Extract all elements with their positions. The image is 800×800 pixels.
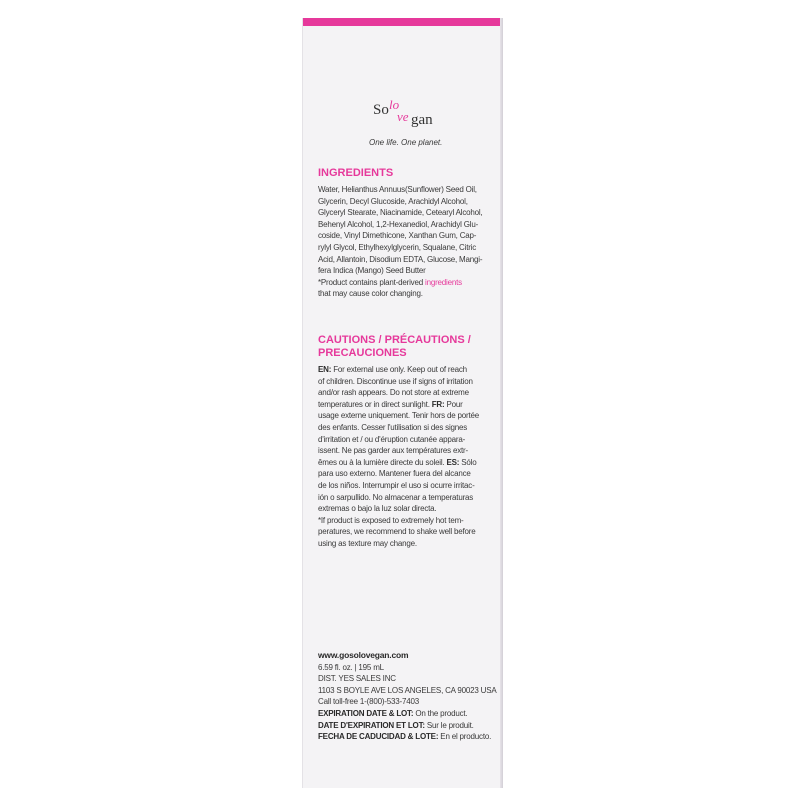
cautions-text bbox=[318, 364, 501, 550]
distributor: DIST. YES SALES INC bbox=[318, 674, 396, 684]
cautions-line: des enfants. Cesser l'utilisation si des signes bbox=[318, 422, 468, 432]
ingredients-note-highlight: ingredients bbox=[425, 277, 462, 287]
logo-lo: lo bbox=[389, 97, 400, 112]
pink-top-stripe bbox=[303, 18, 502, 26]
cautions-line-text: êmes ou à la lumière directe du soleil. bbox=[318, 457, 447, 467]
cautions-line: ión o sarpullido. No almacenar a temperaturas bbox=[318, 492, 474, 502]
ingredients-line: Glycerin, Decyl Glucoside, Arachidyl Alcohol, bbox=[318, 196, 468, 206]
expiration-fr-label: DATE D'EXPIRATION ET LOT: bbox=[318, 720, 425, 730]
cautions-line: issent. Ne pas garder aux températures extr- bbox=[318, 446, 468, 456]
ingredients-line: coside, Vinyl Dimethicone, Xanthan Gum, Cap- bbox=[318, 231, 477, 241]
expiration-es-text: En el producto. bbox=[438, 732, 492, 742]
address: 1103 S BOYLE AVE LOS ANGELES, CA 90023 USA bbox=[318, 685, 497, 695]
phone: Call toll-free 1-(800)-533-7403 bbox=[318, 697, 419, 707]
cautions-heading-line: CAUTIONS / PRÉCAUTIONS / bbox=[318, 334, 471, 346]
product-box-side-panel bbox=[302, 18, 503, 788]
ingredients-line: rylyl Glycol, Ethylhexylglycerin, Squalane, Citric bbox=[318, 242, 477, 252]
cautions-line: de los niños. Interrumpir el uso si ocurre irritac- bbox=[318, 480, 475, 490]
logo-so: So bbox=[373, 102, 389, 118]
ingredients-line: Acid, Allantoin, Disodium EDTA, Glucose, Mangi- bbox=[318, 254, 483, 264]
cautions-line: *If product is exposed to extremely hot tem- bbox=[318, 515, 464, 525]
cautions-heading-line: PRECAUCIONES bbox=[318, 347, 407, 359]
ingredients-heading: INGREDIENTS bbox=[318, 167, 394, 179]
expiration-fr bbox=[318, 720, 501, 732]
ingredients-line: Water, Helianthus Annuus(Sunflower) Seed Oil, bbox=[318, 185, 477, 194]
cautions-line: peratures, we recommend to shake well before bbox=[318, 527, 476, 537]
logo-gan: gan bbox=[411, 112, 433, 128]
footer-info bbox=[318, 650, 501, 743]
cautions-line: using as texture may change. bbox=[318, 538, 417, 548]
cautions-line: usage externe uniquement. Tenir hors de portée bbox=[318, 411, 479, 421]
logo-ve: ve bbox=[397, 109, 409, 124]
cautions-line: and/or rash appears. Do not store at extreme bbox=[318, 388, 469, 398]
expiration-en bbox=[318, 708, 501, 720]
cautions-line: d'irritation et / ou d'éruption cutanée appara- bbox=[318, 434, 466, 444]
expiration-es-label: FECHA DE CADUCIDAD & LOTE: bbox=[318, 732, 439, 742]
cautions-line bbox=[318, 364, 501, 376]
cautions-line-text: Sólo bbox=[459, 457, 477, 467]
ingredients-line: fera Indica (Mango) Seed Butter bbox=[318, 266, 426, 276]
expiration-es bbox=[318, 731, 501, 743]
website-url: www.gosolovegan.com bbox=[318, 650, 409, 660]
cautions-line: para uso externo. Mantener fuera del alcance bbox=[318, 469, 471, 479]
cautions-line bbox=[318, 457, 501, 469]
cautions-line: of children. Discontinue use if signs of irritation bbox=[318, 376, 473, 386]
expiration-en-text: On the product. bbox=[413, 708, 468, 718]
lang-label-es: ES: bbox=[446, 457, 460, 467]
lang-label-en: EN: bbox=[318, 365, 332, 374]
volume: 6.59 fl. oz. | 195 mL bbox=[318, 662, 384, 672]
cautions-line-text: For external use only. Keep out of reach bbox=[331, 365, 467, 374]
ingredients-note bbox=[318, 277, 501, 289]
cautions-line-text: temperatures or in direct sunlight. bbox=[318, 399, 432, 409]
ingredients-list bbox=[318, 184, 501, 300]
ingredients-note: that may cause color changing. bbox=[318, 289, 423, 299]
cautions-line bbox=[318, 399, 501, 411]
expiration-fr-text: Sur le produit. bbox=[424, 720, 474, 730]
ingredients-line: Behenyl Alcohol, 1,2-Hexanediol, Arachidyl Glu- bbox=[318, 219, 479, 229]
brand-tagline: One life. One planet. bbox=[369, 138, 443, 147]
ingredients-line: Glyceryl Stearate, Niacinamide, Cetearyl Alcohol, bbox=[318, 208, 483, 218]
ingredients-note-text: *Product contains plant-derived bbox=[318, 277, 425, 287]
cautions-line: extremas o bajo la luz solar directa. bbox=[318, 504, 437, 514]
expiration-en-label: EXPIRATION DATE & LOT: bbox=[318, 708, 414, 718]
lang-label-fr: FR: bbox=[431, 399, 445, 409]
cautions-line-text: Pour bbox=[444, 399, 463, 409]
cautions-heading bbox=[318, 334, 471, 360]
